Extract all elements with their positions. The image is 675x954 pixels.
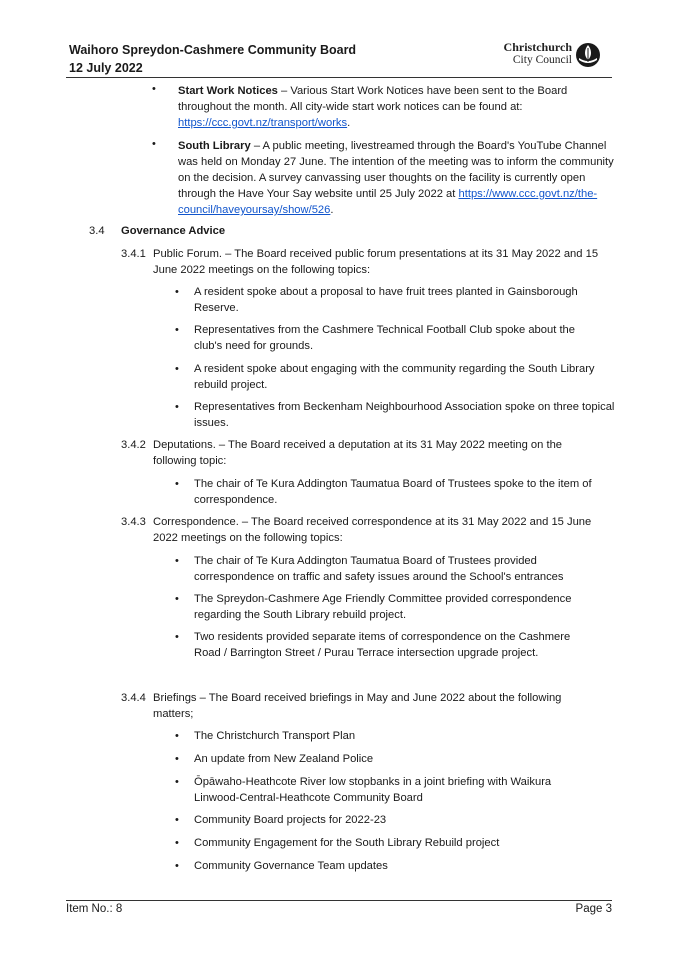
board-name: Waihoro Spreydon-Cashmere Community Board (69, 43, 357, 57)
subsection-text: Deputations. – The Board received a deputation at its 31 May 2022 meeting on the following topic: (153, 439, 563, 467)
bullet-icon: • (152, 83, 156, 95)
logo-text (498, 41, 572, 67)
bullet-heading: Start Work Notices (178, 85, 278, 97)
subsection-number: 3.4.2 (121, 439, 146, 451)
page-header-title (69, 41, 356, 77)
south-library-text (178, 138, 614, 218)
footer-rule (66, 900, 612, 901)
bullet-icon: • (175, 730, 179, 742)
header-rule (66, 77, 612, 78)
list-item: The chair of Te Kura Addington Taumatua Board of Trustees provided correspondence on traffic and safety issues around the School's entrances (194, 555, 564, 583)
list-item: Representatives from Beckenham Neighbourhood Association spoke on three topical issues. (194, 401, 615, 429)
subsection-number: 3.4.4 (121, 692, 146, 704)
list-item: The chair of Te Kura Addington Taumatua Board of Trustees spoke to the item of correspondence. (194, 478, 592, 506)
bullet-icon: • (175, 555, 179, 567)
section-title: Governance Advice (121, 225, 226, 237)
bullet-icon: • (175, 324, 179, 336)
ccc-leaf-icon (575, 42, 601, 68)
meeting-date: 12 July 2022 (69, 61, 143, 75)
haveyoursay-link[interactable]: https://www.ccc.govt.nz/the-council/haveyoursay/show/526 (178, 188, 598, 216)
bullet-icon: • (175, 593, 179, 605)
subsection-text: Public Forum. – The Board received public forum presentations at its 31 May 2022 and 15 June 2022 meetings on the following topics: (153, 248, 599, 276)
bullet-heading: South Library (178, 140, 251, 152)
list-item: A resident spoke about engaging with the community regarding the South Library rebuild project. (194, 363, 595, 391)
footer-item-number: Item No.: 8 (66, 903, 123, 915)
subsection-number: 3.4.1 (121, 248, 146, 260)
bullet-icon: • (175, 286, 179, 298)
bullet-icon: • (175, 363, 179, 375)
council-logo (498, 41, 604, 71)
punctuation: . (347, 117, 351, 129)
bullet-icon: • (175, 631, 179, 643)
list-item: Community Board projects for 2022-23 (194, 814, 387, 826)
punctuation: . (330, 204, 334, 216)
list-item: Ōpāwaho-Heathcote River low stopbanks in a joint briefing with Waikura Linwood-Central-Heathcote Community Board (194, 776, 552, 804)
list-item: Community Engagement for the South Library Rebuild project (194, 837, 500, 849)
bullet-body: – Various Start Work Notices have been sent to the Board throughout the month. All city-wide start work notices can be found at: (178, 85, 568, 113)
bullet-icon: • (175, 401, 179, 413)
bullet-icon: • (175, 776, 179, 788)
list-item: Community Governance Team updates (194, 860, 388, 872)
list-item: An update from New Zealand Police (194, 753, 374, 765)
logo-line2: City Council (512, 54, 572, 66)
subsection-number: 3.4.3 (121, 516, 146, 528)
list-item: The Spreydon-Cashmere Age Friendly Committee provided correspondence regarding the South Library rebuild project. (194, 593, 572, 621)
bullet-icon: • (175, 753, 179, 765)
subsection-text: Briefings – The Board received briefings in May and June 2022 about the following matters; (153, 692, 562, 720)
bullet-icon: • (175, 837, 179, 849)
list-item: Representatives from the Cashmere Technical Football Club spoke about the club's need for grounds. (194, 324, 575, 352)
bullet-body: – A public meeting, livestreamed through the Board's YouTube Channel was held on Monday 27 June. The intention of the meeting was to inform the community on the decision. A survey canvassing user thoughts on the facility is currently open through the Have Your Say website until 25 July 2022 at (178, 140, 614, 200)
start-work-notices-text (178, 83, 598, 131)
list-item: A resident spoke about a proposal to have fruit trees planted in Gainsborough Reserve. (194, 286, 578, 314)
subsection-text: Correspondence. – The Board received correspondence at its 31 May 2022 and 15 June 2022 meetings on the following topics: (153, 516, 592, 544)
bullet-icon: • (175, 814, 179, 826)
list-item: Two residents provided separate items of correspondence on the Cashmere Road / Barrington Street / Purau Terrace intersection upgrade project. (194, 631, 571, 659)
footer-page-number: Page 3 (575, 903, 612, 915)
bullet-icon: • (152, 138, 156, 150)
list-item: The Christchurch Transport Plan (194, 730, 356, 742)
section-number: 3.4 (89, 225, 105, 237)
logo-line1: Christchurch (503, 40, 572, 54)
bullet-icon: • (175, 478, 179, 490)
works-link[interactable]: https://ccc.govt.nz/transport/works (178, 117, 348, 129)
bullet-icon: • (175, 860, 179, 872)
